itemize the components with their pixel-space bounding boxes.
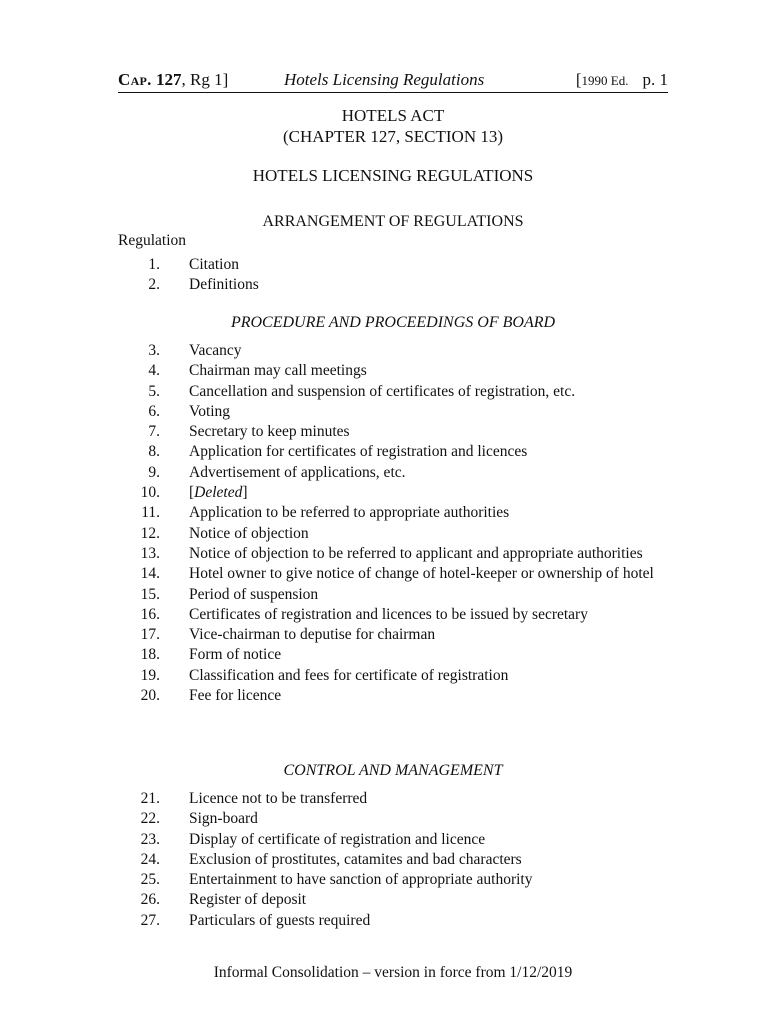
regulation-number: 19. <box>140 666 160 684</box>
chapter-reference <box>118 70 228 90</box>
regulation-number: 3. <box>148 342 160 359</box>
act-title: HOTELS ACT <box>341 106 445 125</box>
regulation-number: 13. <box>140 544 160 562</box>
regulation-title: Notice of objection <box>189 524 309 542</box>
regulation-title: Register of deposit <box>189 891 307 909</box>
toc-entry <box>118 361 678 381</box>
toc-entry <box>118 625 678 645</box>
toc-general <box>118 255 678 296</box>
edition-bracket: [ <box>575 70 582 89</box>
regulation-title: Entertainment to have sanction of appropriate authority <box>189 871 533 889</box>
regulation-title: Exclusion of prostitutes, catamites and bad characters <box>189 850 522 868</box>
regulation-number: 8. <box>148 443 160 461</box>
arrangement-heading: ARRANGEMENT OF REGULATIONS <box>262 213 524 230</box>
toc-entry <box>118 830 678 850</box>
regulation-title: Hotel owner to give notice of change of hotel-keeper or ownership of hotel <box>189 565 654 583</box>
consolidation-footer: Informal Consolidation – version in force from 1/12/2019 <box>213 964 573 981</box>
cap-number: 127 <box>155 70 182 89</box>
regulation-title: Definitions <box>189 276 259 294</box>
regulation-title: Display of certificate of registration and licence <box>189 830 486 848</box>
regulation-title: Fee for licence <box>189 687 282 705</box>
regulation-title: Cancellation and suspension of certificates of registration, etc. <box>189 382 576 400</box>
toc-entry <box>118 341 678 361</box>
cap-label: Cap. <box>118 70 152 89</box>
toc-entry <box>118 255 678 275</box>
toc-entry <box>118 585 678 605</box>
regulation-number: 20. <box>140 687 160 705</box>
regulation-number: 14. <box>140 565 160 583</box>
cap-rest: , Rg 1] <box>181 70 229 89</box>
toc-entry <box>118 870 678 890</box>
regulation-title: Sign-board <box>189 810 258 828</box>
toc-entry <box>118 544 678 564</box>
regulation-title: Application to be referred to appropriate authorities <box>189 504 510 522</box>
regulation-title: Form of notice <box>189 646 282 664</box>
toc-entry <box>118 442 678 462</box>
toc-entry <box>118 463 678 483</box>
regulation-number: 9. <box>148 463 160 481</box>
toc-entry <box>118 809 678 829</box>
regulation-number: 25. <box>140 871 160 889</box>
regulation-number: 5. <box>148 382 160 400</box>
regulation-title: Citation <box>189 256 239 273</box>
regulation-number: 24. <box>140 850 160 868</box>
toc-entry <box>118 890 678 910</box>
regulation-title: Classification and fees for certificate of registration <box>189 666 509 684</box>
regulation-number: 2. <box>148 276 160 294</box>
toc-board <box>118 341 678 706</box>
regulation-title: Vice-chairman to deputise for chairman <box>189 626 436 644</box>
regulation-number: 12. <box>140 524 160 542</box>
toc-entry <box>118 275 678 295</box>
regulation-title: Notice of objection to be referred to applicant and appropriate authorities <box>189 544 643 562</box>
regulations-title: HOTELS LICENSING REGULATIONS <box>252 166 534 185</box>
toc-entry <box>118 605 678 625</box>
edition-and-page <box>576 70 668 90</box>
toc-entry <box>118 686 678 706</box>
running-header <box>118 70 668 93</box>
regulation-number: 27. <box>140 911 160 929</box>
header-title: Hotels Licensing Regulations <box>284 70 485 89</box>
regulation-label: Regulation <box>118 232 187 249</box>
page-number: p. 1 <box>642 70 668 89</box>
regulation-title: Period of suspension <box>189 585 319 603</box>
regulation-title: Advertisement of applications, etc. <box>189 463 406 481</box>
regulation-number: 15. <box>140 585 160 603</box>
regulation-title: Licence not to be transferred <box>189 790 368 807</box>
regulation-number: 18. <box>140 646 160 664</box>
toc-entry <box>118 503 678 523</box>
regulation-number: 23. <box>140 830 160 848</box>
regulation-number: 16. <box>140 605 160 623</box>
toc-entry <box>118 789 678 809</box>
section-heading-board: PROCEDURE AND PROCEEDINGS OF BOARD <box>230 314 556 331</box>
regulation-title: Application for certificates of registration and licences <box>189 443 528 461</box>
toc-entry <box>118 402 678 422</box>
regulation-title: Particulars of guests required <box>189 911 371 929</box>
regulation-number: 7. <box>148 423 160 441</box>
toc-control <box>118 789 678 931</box>
regulation-title: Certificates of registration and licences to be issued by secretary <box>189 605 588 623</box>
regulation-title: Voting <box>189 402 231 420</box>
regulation-title: Chairman may call meetings <box>189 362 367 380</box>
regulation-number: 17. <box>140 626 160 644</box>
regulation-number: 10. <box>140 484 160 502</box>
toc-entry <box>118 382 678 402</box>
toc-entry <box>118 524 678 544</box>
toc-entry <box>118 911 678 931</box>
regulation-title: [Deleted] <box>189 484 248 502</box>
regulation-title: Secretary to keep minutes <box>189 423 350 441</box>
regulation-title: Vacancy <box>189 342 242 359</box>
act-subtitle: (CHAPTER 127, SECTION 13) <box>282 127 504 146</box>
regulation-number: 22. <box>140 810 160 828</box>
regulation-number: 1. <box>148 256 160 273</box>
regulation-number: 11. <box>141 504 160 522</box>
toc-entry <box>118 564 678 584</box>
toc-entry <box>118 666 678 686</box>
toc-entry <box>118 483 678 503</box>
regulation-number: 26. <box>140 891 160 909</box>
regulation-number: 4. <box>148 362 160 380</box>
section-heading-control: CONTROL AND MANAGEMENT <box>283 762 503 779</box>
edition: 1990 Ed. <box>581 73 629 88</box>
toc-entry <box>118 645 678 665</box>
toc-entry <box>118 850 678 870</box>
toc-entry <box>118 422 678 442</box>
regulation-number: 21. <box>140 790 160 807</box>
regulation-number: 6. <box>148 402 160 420</box>
